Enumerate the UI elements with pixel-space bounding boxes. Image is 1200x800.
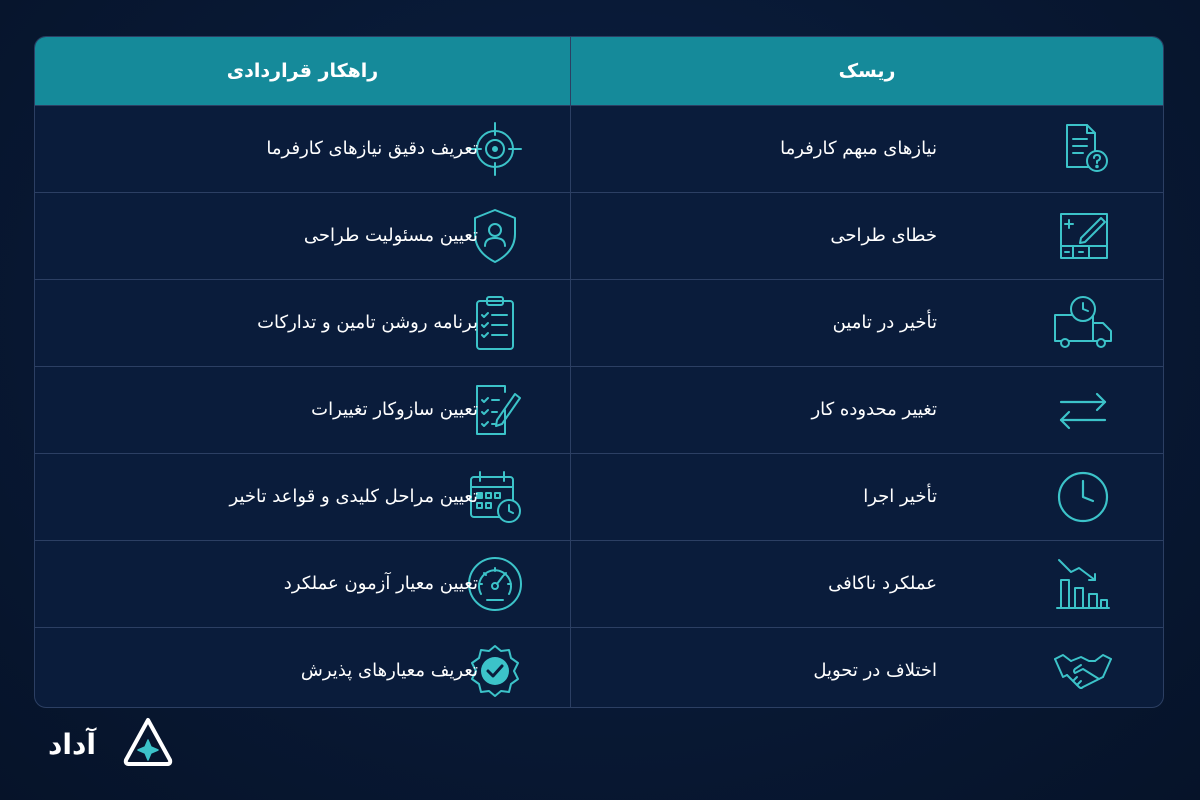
solution-text: تعریف معیارهای پذیرش	[300, 660, 478, 681]
risk-text: اختلاف در تحویل	[813, 660, 937, 681]
handshake-icon	[1053, 641, 1113, 701]
table-row	[35, 105, 1163, 192]
table-row	[35, 627, 1163, 708]
adad-logo-icon	[120, 714, 176, 770]
solution-text: تعیین سازوکار تغییرات	[311, 399, 478, 420]
table-header	[35, 37, 1163, 106]
risk-text: تغییر محدوده کار	[811, 399, 937, 420]
table-row	[35, 540, 1163, 627]
brand	[40, 712, 200, 782]
solution-text: تعیین معیار آزمون عملکرد	[283, 573, 478, 594]
risk-text: خطای طراحی	[830, 225, 937, 246]
risk-text: نیازهای مبهم کارفرما	[780, 138, 937, 159]
solution-text: برنامه روشن تامین و تدارکات	[257, 312, 478, 333]
brand-name: آداد	[48, 728, 96, 761]
solution-text: تعیین مراحل کلیدی و قواعد تاخیر	[229, 486, 478, 507]
table-row	[35, 279, 1163, 366]
risk-text: تأخیر اجرا	[863, 486, 937, 507]
header-risk: ریسک	[838, 60, 896, 82]
risk-text: عملکرد ناکافی	[828, 573, 937, 594]
table-row	[35, 366, 1163, 453]
clock-icon	[1053, 467, 1113, 527]
comparison-table	[34, 36, 1164, 708]
declining-bar-chart-icon	[1053, 554, 1113, 614]
swap-arrows-icon	[1053, 380, 1113, 440]
table-row	[35, 453, 1163, 540]
solution-text: تعیین مسئولیت طراحی	[303, 225, 478, 246]
blueprint-pencil-icon	[1053, 206, 1113, 266]
header-solution: راهکار قراردادی	[226, 60, 379, 82]
risk-text: تأخیر در تامین	[832, 312, 937, 333]
delivery-truck-clock-icon	[1053, 293, 1113, 353]
document-question-icon	[1053, 119, 1113, 179]
solution-text: تعریف دقیق نیازهای کارفرما	[266, 138, 478, 159]
table-row	[35, 192, 1163, 279]
